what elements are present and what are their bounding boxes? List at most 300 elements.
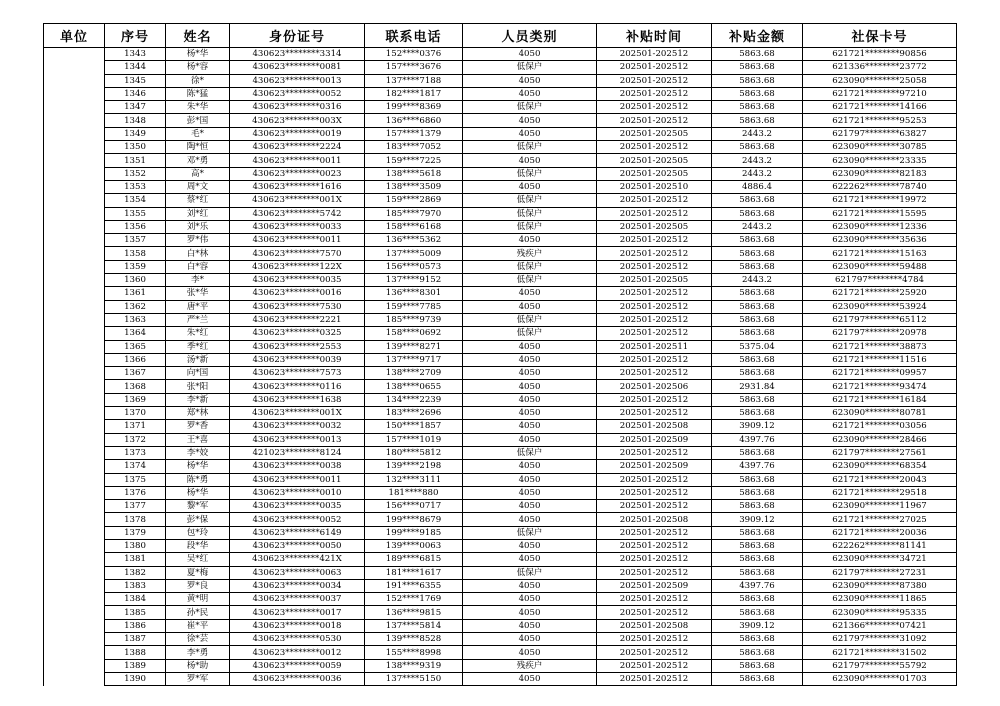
cell-id-number: 430623********0019 (230, 127, 365, 140)
cell-card-number: 623090********12336 (803, 220, 957, 233)
cell-phone: 158****6168 (365, 220, 463, 233)
table-row (44, 420, 957, 433)
cell-amount: 2443.2 (712, 220, 803, 233)
cell-id-number: 430623********0063 (230, 566, 365, 579)
cell-category: 低保户 (463, 194, 597, 207)
cell-unit (44, 247, 105, 260)
cell-amount: 5863.68 (712, 633, 803, 646)
cell-amount: 3909.12 (712, 619, 803, 632)
cell-name: 段*华 (166, 539, 230, 552)
cell-category: 4050 (463, 87, 597, 100)
cell-amount: 5863.68 (712, 141, 803, 154)
cell-card-number: 623090********23335 (803, 154, 957, 167)
cell-name: 徐* (166, 74, 230, 87)
cell-phone: 155****8998 (365, 646, 463, 659)
cell-phone: 181****1617 (365, 566, 463, 579)
cell-phone: 138****3509 (365, 180, 463, 193)
cell-id-number: 430623********0011 (230, 154, 365, 167)
cell-index: 1382 (105, 566, 166, 579)
cell-card-number: 621721********27025 (803, 513, 957, 526)
cell-card-number: 623090********87380 (803, 579, 957, 592)
cell-id-number: 430623********0038 (230, 460, 365, 473)
cell-card-number: 623090********82183 (803, 167, 957, 180)
cell-card-number: 621721********11516 (803, 353, 957, 366)
cell-period: 202501-202512 (597, 446, 712, 459)
table-row (44, 61, 957, 74)
cell-card-number: 623090********53924 (803, 300, 957, 313)
table-row (44, 606, 957, 619)
cell-period: 202501-202512 (597, 141, 712, 154)
table-row (44, 300, 957, 313)
table-row (44, 593, 957, 606)
cell-index: 1384 (105, 593, 166, 606)
cell-phone: 159****7785 (365, 300, 463, 313)
cell-id-number: 430623********003X (230, 114, 365, 127)
cell-unit (44, 486, 105, 499)
cell-index: 1351 (105, 154, 166, 167)
cell-category: 低保户 (463, 141, 597, 154)
cell-unit (44, 566, 105, 579)
cell-index: 1346 (105, 87, 166, 100)
cell-phone: 159****7225 (365, 154, 463, 167)
cell-period: 202501-202512 (597, 300, 712, 313)
cell-period: 202501-202512 (597, 672, 712, 685)
cell-period: 202501-202512 (597, 526, 712, 539)
cell-amount: 5863.68 (712, 353, 803, 366)
cell-index: 1356 (105, 220, 166, 233)
cell-period: 202501-202512 (597, 646, 712, 659)
cell-name: 向*国 (166, 367, 230, 380)
cell-card-number: 622262********81141 (803, 539, 957, 552)
cell-name: 李*勇 (166, 646, 230, 659)
cell-name: 吴*红 (166, 553, 230, 566)
cell-id-number: 430623********1638 (230, 393, 365, 406)
cell-name: 陈*猛 (166, 87, 230, 100)
cell-amount: 5863.68 (712, 207, 803, 220)
table-row (44, 659, 957, 672)
cell-unit (44, 167, 105, 180)
cell-period: 202501-202505 (597, 274, 712, 287)
cell-name: 陈*勇 (166, 473, 230, 486)
cell-name: 杨*华 (166, 460, 230, 473)
cell-period: 202501-202509 (597, 460, 712, 473)
cell-index: 1348 (105, 114, 166, 127)
cell-period: 202501-202512 (597, 353, 712, 366)
cell-id-number: 430623********2221 (230, 313, 365, 326)
table-row (44, 274, 957, 287)
cell-period: 202501-202512 (597, 500, 712, 513)
cell-card-number: 622262********78740 (803, 180, 957, 193)
cell-name: 郑*林 (166, 407, 230, 420)
cell-id-number: 430623********0032 (230, 420, 365, 433)
cell-amount: 5863.68 (712, 74, 803, 87)
cell-unit (44, 393, 105, 406)
cell-unit (44, 274, 105, 287)
cell-period: 202501-202512 (597, 606, 712, 619)
cell-amount: 5863.68 (712, 87, 803, 100)
cell-phone: 138****9319 (365, 659, 463, 672)
table-row (44, 220, 957, 233)
cell-index: 1381 (105, 553, 166, 566)
cell-category: 4050 (463, 74, 597, 87)
cell-amount: 5863.68 (712, 500, 803, 513)
cell-amount: 2443.2 (712, 167, 803, 180)
cell-index: 1350 (105, 141, 166, 154)
cell-category: 低保户 (463, 327, 597, 340)
table-row (44, 513, 957, 526)
cell-period: 202501-202512 (597, 393, 712, 406)
header-card-number: 社保卡号 (803, 24, 957, 48)
cell-category: 4050 (463, 393, 597, 406)
cell-name: 夏*梅 (166, 566, 230, 579)
cell-amount: 5863.68 (712, 114, 803, 127)
cell-card-number: 621721********16184 (803, 393, 957, 406)
cell-amount: 5863.68 (712, 473, 803, 486)
cell-card-number: 621721********09957 (803, 367, 957, 380)
cell-phone: 157****1379 (365, 127, 463, 140)
cell-phone: 199****8369 (365, 101, 463, 114)
cell-period: 202501-202512 (597, 234, 712, 247)
cell-index: 1347 (105, 101, 166, 114)
cell-period: 202501-202508 (597, 420, 712, 433)
cell-category: 4050 (463, 646, 597, 659)
cell-index: 1343 (105, 48, 166, 61)
cell-index: 1357 (105, 234, 166, 247)
table-row (44, 154, 957, 167)
cell-period: 202501-202512 (597, 473, 712, 486)
cell-period: 202501-202512 (597, 327, 712, 340)
cell-id-number: 430623********122X (230, 260, 365, 273)
cell-index: 1355 (105, 207, 166, 220)
cell-index: 1370 (105, 407, 166, 420)
cell-name: 唐*平 (166, 300, 230, 313)
cell-card-number: 621797********27561 (803, 446, 957, 459)
cell-name: 彭*国 (166, 114, 230, 127)
cell-unit (44, 446, 105, 459)
cell-unit (44, 433, 105, 446)
cell-period: 202501-202512 (597, 61, 712, 74)
table-row (44, 446, 957, 459)
cell-id-number: 430623********0033 (230, 220, 365, 233)
cell-unit (44, 633, 105, 646)
cell-id-number: 430623********001X (230, 194, 365, 207)
cell-category: 低保户 (463, 313, 597, 326)
table-row (44, 287, 957, 300)
cell-index: 1368 (105, 380, 166, 393)
cell-card-number: 623090********30785 (803, 141, 957, 154)
table-row (44, 141, 957, 154)
cell-category: 4050 (463, 553, 597, 566)
cell-amount: 5863.68 (712, 606, 803, 619)
header-row (44, 24, 957, 48)
cell-card-number: 621721********19972 (803, 194, 957, 207)
table-row (44, 234, 957, 247)
header-period: 补贴时间 (597, 24, 712, 48)
cell-period: 202501-202512 (597, 553, 712, 566)
cell-phone: 152****0376 (365, 48, 463, 61)
cell-period: 202501-202512 (597, 101, 712, 114)
cell-id-number: 430623********0039 (230, 353, 365, 366)
cell-phone: 138****0655 (365, 380, 463, 393)
cell-name: 高* (166, 167, 230, 180)
cell-id-number: 430623********421X (230, 553, 365, 566)
cell-category: 4050 (463, 234, 597, 247)
cell-period: 202501-202510 (597, 180, 712, 193)
cell-amount: 4886.4 (712, 180, 803, 193)
cell-unit (44, 101, 105, 114)
cell-unit (44, 180, 105, 193)
cell-phone: 152****1769 (365, 593, 463, 606)
cell-name: 季*红 (166, 340, 230, 353)
table-row (44, 327, 957, 340)
cell-card-number: 621721********03056 (803, 420, 957, 433)
header-category: 人员类别 (463, 24, 597, 48)
cell-id-number: 430623********0013 (230, 74, 365, 87)
cell-id-number: 430623********7573 (230, 367, 365, 380)
cell-unit (44, 513, 105, 526)
cell-phone: 182****1817 (365, 87, 463, 100)
cell-name: 黄*明 (166, 593, 230, 606)
table-row (44, 194, 957, 207)
table-row (44, 353, 957, 366)
cell-category: 低保户 (463, 167, 597, 180)
cell-unit (44, 407, 105, 420)
header-unit: 单位 (44, 24, 105, 48)
cell-amount: 5863.68 (712, 672, 803, 685)
table-row (44, 460, 957, 473)
cell-category: 残疾户 (463, 247, 597, 260)
header-phone: 联系电话 (365, 24, 463, 48)
table-row (44, 207, 957, 220)
cell-amount: 5863.68 (712, 234, 803, 247)
cell-category: 4050 (463, 180, 597, 193)
cell-name: 白*林 (166, 247, 230, 260)
cell-unit (44, 220, 105, 233)
cell-unit (44, 646, 105, 659)
cell-id-number: 430623********0035 (230, 274, 365, 287)
cell-card-number: 621797********27231 (803, 566, 957, 579)
cell-unit (44, 207, 105, 220)
cell-card-number: 621797********65112 (803, 313, 957, 326)
cell-period: 202501-202512 (597, 247, 712, 260)
cell-amount: 5863.68 (712, 300, 803, 313)
cell-category: 4050 (463, 500, 597, 513)
cell-id-number: 430623********0037 (230, 593, 365, 606)
cell-id-number: 430623********0059 (230, 659, 365, 672)
cell-period: 202501-202512 (597, 407, 712, 420)
cell-name: 彭*保 (166, 513, 230, 526)
cell-category: 4050 (463, 340, 597, 353)
cell-period: 202501-202512 (597, 194, 712, 207)
cell-category: 4050 (463, 287, 597, 300)
cell-amount: 4397.76 (712, 579, 803, 592)
cell-card-number: 623090********34721 (803, 553, 957, 566)
cell-index: 1353 (105, 180, 166, 193)
table-row (44, 633, 957, 646)
cell-name: 罗*伟 (166, 234, 230, 247)
cell-index: 1375 (105, 473, 166, 486)
cell-card-number: 621797********55792 (803, 659, 957, 672)
cell-name: 张*华 (166, 287, 230, 300)
cell-index: 1361 (105, 287, 166, 300)
cell-index: 1389 (105, 659, 166, 672)
cell-card-number: 623090********01703 (803, 672, 957, 685)
cell-amount: 5863.68 (712, 407, 803, 420)
table-row (44, 393, 957, 406)
cell-category: 4050 (463, 460, 597, 473)
header-name: 姓名 (166, 24, 230, 48)
cell-name: 罗*良 (166, 579, 230, 592)
table-row (44, 313, 957, 326)
cell-phone: 199****9185 (365, 526, 463, 539)
cell-amount: 5863.68 (712, 101, 803, 114)
cell-index: 1367 (105, 367, 166, 380)
cell-card-number: 621721********25920 (803, 287, 957, 300)
table-row (44, 127, 957, 140)
cell-unit (44, 539, 105, 552)
cell-card-number: 623090********95335 (803, 606, 957, 619)
cell-phone: 136****6860 (365, 114, 463, 127)
cell-index: 1386 (105, 619, 166, 632)
cell-card-number: 623090********68354 (803, 460, 957, 473)
cell-period: 202501-202512 (597, 74, 712, 87)
table-row (44, 619, 957, 632)
cell-id-number: 430623********0018 (230, 619, 365, 632)
table-row (44, 101, 957, 114)
cell-category: 4050 (463, 579, 597, 592)
cell-category: 4050 (463, 539, 597, 552)
cell-phone: 158****0692 (365, 327, 463, 340)
cell-category: 低保户 (463, 566, 597, 579)
cell-name: 孙*民 (166, 606, 230, 619)
cell-card-number: 621721********38873 (803, 340, 957, 353)
cell-card-number: 621721********20043 (803, 473, 957, 486)
cell-card-number: 621721********15163 (803, 247, 957, 260)
cell-unit (44, 260, 105, 273)
cell-unit (44, 553, 105, 566)
cell-category: 低保户 (463, 274, 597, 287)
cell-name: 严*兰 (166, 313, 230, 326)
cell-id-number: 430623********1616 (230, 180, 365, 193)
cell-name: 杨*华 (166, 486, 230, 499)
cell-amount: 5863.68 (712, 566, 803, 579)
cell-name: 邓*勇 (166, 154, 230, 167)
cell-card-number: 621366********07421 (803, 619, 957, 632)
cell-card-number: 621721********97210 (803, 87, 957, 100)
cell-phone: 137****5814 (365, 619, 463, 632)
cell-index: 1388 (105, 646, 166, 659)
cell-id-number: 430623********0012 (230, 646, 365, 659)
cell-id-number: 430623********001X (230, 407, 365, 420)
cell-period: 202501-202512 (597, 287, 712, 300)
cell-category: 4050 (463, 420, 597, 433)
cell-index: 1366 (105, 353, 166, 366)
cell-phone: 137****7188 (365, 74, 463, 87)
cell-id-number: 430623********0052 (230, 87, 365, 100)
table-row (44, 579, 957, 592)
cell-id-number: 430623********0017 (230, 606, 365, 619)
cell-category: 低保户 (463, 446, 597, 459)
cell-amount: 5863.68 (712, 367, 803, 380)
cell-category: 4050 (463, 513, 597, 526)
cell-phone: 132****3111 (365, 473, 463, 486)
table-row (44, 180, 957, 193)
cell-name: 李*新 (166, 393, 230, 406)
cell-unit (44, 154, 105, 167)
cell-unit (44, 619, 105, 632)
cell-name: 杨*华 (166, 48, 230, 61)
cell-unit (44, 420, 105, 433)
cell-category: 4050 (463, 593, 597, 606)
cell-name: 李*姣 (166, 446, 230, 459)
cell-id-number: 430623********0081 (230, 61, 365, 74)
cell-name: 李* (166, 274, 230, 287)
cell-card-number: 623090********11967 (803, 500, 957, 513)
cell-amount: 5863.68 (712, 260, 803, 273)
cell-period: 202501-202512 (597, 114, 712, 127)
cell-name: 周*文 (166, 180, 230, 193)
cell-period: 202501-202508 (597, 513, 712, 526)
cell-index: 1354 (105, 194, 166, 207)
cell-unit (44, 659, 105, 672)
table-row (44, 114, 957, 127)
cell-category: 4050 (463, 633, 597, 646)
cell-period: 202501-202512 (597, 48, 712, 61)
cell-amount: 3909.12 (712, 420, 803, 433)
table-row (44, 526, 957, 539)
cell-phone: 136****9815 (365, 606, 463, 619)
cell-amount: 5863.68 (712, 287, 803, 300)
cell-category: 低保户 (463, 61, 597, 74)
cell-id-number: 430623********0010 (230, 486, 365, 499)
cell-category: 4050 (463, 473, 597, 486)
cell-id-number: 430623********5742 (230, 207, 365, 220)
cell-card-number: 621797********63827 (803, 127, 957, 140)
cell-amount: 5375.04 (712, 340, 803, 353)
cell-phone: 185****9739 (365, 313, 463, 326)
cell-amount: 3909.12 (712, 513, 803, 526)
cell-unit (44, 87, 105, 100)
cell-unit (44, 606, 105, 619)
cell-period: 202501-202505 (597, 154, 712, 167)
cell-card-number: 623090********35636 (803, 234, 957, 247)
cell-id-number: 430623********0036 (230, 672, 365, 685)
cell-id-number: 430623********6149 (230, 526, 365, 539)
cell-phone: 157****3676 (365, 61, 463, 74)
cell-category: 4050 (463, 486, 597, 499)
table-row (44, 433, 957, 446)
cell-index: 1383 (105, 579, 166, 592)
cell-amount: 5863.68 (712, 646, 803, 659)
cell-category: 4050 (463, 48, 597, 61)
cell-unit (44, 579, 105, 592)
cell-id-number: 430623********0116 (230, 380, 365, 393)
cell-card-number: 621721********15595 (803, 207, 957, 220)
cell-id-number: 430623********3314 (230, 48, 365, 61)
cell-period: 202501-202512 (597, 633, 712, 646)
cell-phone: 157****1019 (365, 433, 463, 446)
cell-card-number: 621721********20036 (803, 526, 957, 539)
cell-phone: 139****0063 (365, 539, 463, 552)
cell-index: 1390 (105, 672, 166, 685)
cell-id-number: 430623********0034 (230, 579, 365, 592)
cell-category: 4050 (463, 114, 597, 127)
cell-phone: 138****2709 (365, 367, 463, 380)
cell-name: 黎*军 (166, 500, 230, 513)
cell-unit (44, 127, 105, 140)
table-row (44, 87, 957, 100)
cell-phone: 189****6815 (365, 553, 463, 566)
